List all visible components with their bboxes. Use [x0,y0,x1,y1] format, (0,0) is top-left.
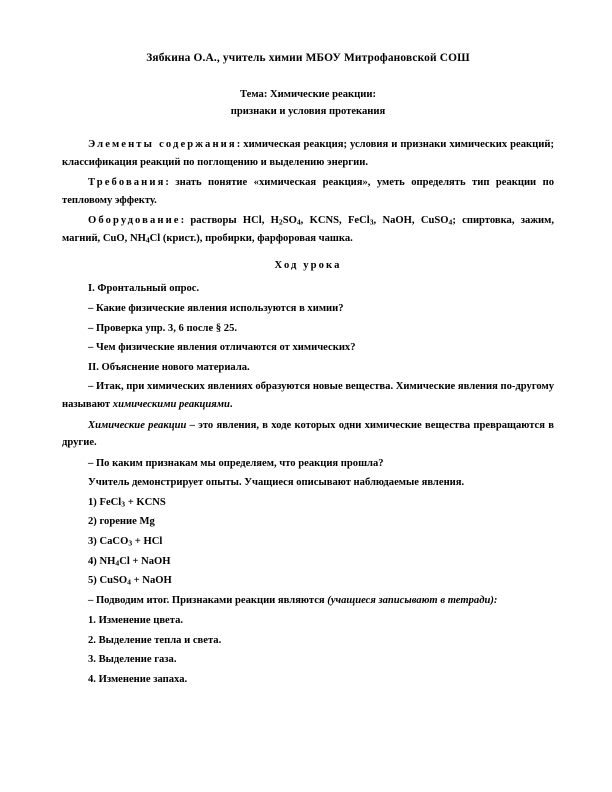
experiment-item: 1) FeCl$_3$ + KCNS [88,496,166,509]
sign-item: 1. Изменение цвета. [88,615,184,627]
definition-term: Химические реакции [88,419,187,431]
sign-item: 2. Выделение тепла и света. [88,634,222,646]
section-two-heading: II. Объяснение нового материала. [88,361,250,373]
summary-paragraph [62,592,554,610]
topic-subtitle: признаки и условия протекания [230,105,386,117]
equipment-label: Оборудование [88,215,181,227]
sign-item: 3. Выделение газа. [88,654,177,666]
experiment-item: 4) $NH_4Cl$ + NaOH [88,555,171,568]
definition-text: – это явления, в ходе которых одни химические вещества превращаются в другие. [62,419,554,449]
sign-item: 4. Изменение запаха. [88,674,188,686]
content-elements-text: : химическая реакция; условия и признаки химических реакций; классификация реакций по поглощению и выделению энергии. [62,139,554,168]
summary-lead: – Подводим итог. Признаками реакции являются [88,594,328,606]
content-elements-label: Элементы содержания [88,139,237,150]
experiment-item: 3) CaCO$_3$ + HCl [88,535,163,548]
question-item: – Какие физические явления используются в химии? [88,303,344,315]
intro-tail: . [229,398,233,410]
demonstration-line: Учитель демонстрирует опыты. Учащиеся описывают наблюдаемые явления. [88,477,465,489]
intro-paragraph [62,378,554,413]
topic-title: Тема: Химические реакции: [240,88,376,100]
section-one-heading: I. Фронтальный опрос. [88,283,200,295]
experiment-item: 2) горение Mg [88,516,155,528]
lesson-flow-header: Ход урока [274,260,342,272]
experiment-item: 5) CuSO$_4$ + NaOH [88,575,172,587]
requirements-paragraph [62,174,554,209]
equipment-paragraph [62,212,554,247]
summary-emphasis: (учащиеся записывают в тетради): [327,594,498,606]
author-heading: Зябкина О.А., учитель химии МБОУ Митрофановской СОШ [146,52,470,64]
intro-emphasis: химическими реакциями [112,398,230,410]
question-item: – Чем физические явления отличаются от химических? [88,342,356,354]
definition-paragraph [62,417,554,452]
equipment-text: : растворы HCl, $H_2SO_4$, KCNS, FeCl$_3$, NaOH, CuSO$_4$; спиртовка, зажим, магний, CuO, $NH_4Cl$ (крист.), пробирки, фарфоровая чашка. [62,215,554,245]
requirements-text: : знать понятие «химическая реакция», уметь определять тип реакции по тепловому эффекту. [62,177,554,206]
question-item: – Проверка упр. 3, 6 после § 25. [88,322,238,334]
topic-heading [62,86,554,120]
requirements-label: Требования [88,177,166,189]
intro-text: – Итак, при химических явлениях образуются новые вещества. Химические явления по-другому называют [62,381,554,410]
signs-question: – По каким признакам мы определяем, что реакция прошла? [88,457,384,469]
content-elements-paragraph [62,136,554,171]
